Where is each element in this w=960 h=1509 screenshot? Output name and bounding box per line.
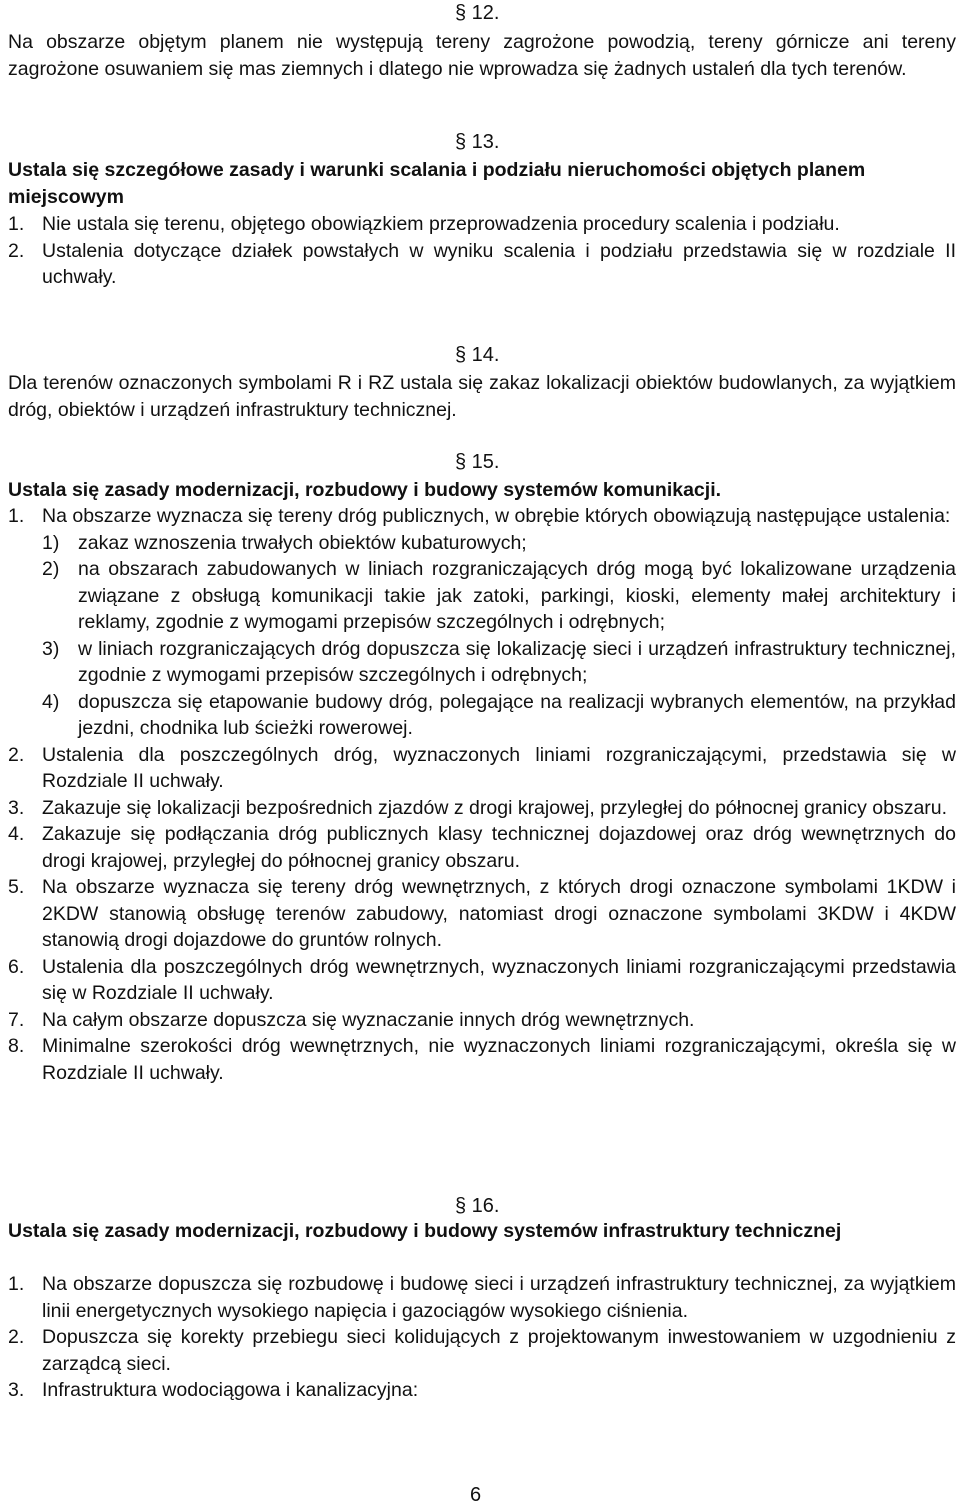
section-16-title: Ustala się zasady modernizacji, rozbudowy i budowy systemów infrastruktury technicznej (8, 1220, 842, 1242)
list-item (8, 1377, 956, 1404)
list-item-number: 2. (8, 743, 25, 766)
sub-list-item-number: 3) (42, 637, 60, 660)
section-12-text: Na obszarze objętym planem nie występują tereny zagrożone powodzią, tereny górnicze ani tereny zagrożone osuwaniem się mas ziemnych i dlatego nie wprowadza się żadnych ustaleń dla tych terenów. (8, 31, 956, 80)
list-item-text: Na całym obszarze dopuszcza się wyznaczanie innych dróg wewnętrznych. (42, 1008, 695, 1031)
list-item-number: 6. (8, 955, 25, 978)
list-item-number: 3. (8, 796, 25, 819)
list-item (8, 1271, 956, 1324)
list-item-number: 2. (8, 1326, 25, 1348)
list-item (8, 795, 956, 822)
list-item (8, 1033, 956, 1086)
section-15-list (8, 503, 956, 1086)
section-14-heading: § 14. (455, 344, 500, 366)
list-item-number: 1. (8, 1273, 25, 1295)
list-item (8, 742, 956, 795)
list-item-text: Na obszarze wyznacza się tereny dróg publicznych, w obrębie których obowiązują następujące ustalenia: (42, 505, 951, 527)
list-item-number: 5. (8, 876, 25, 898)
list-item-number: 2. (8, 239, 25, 262)
list-item (8, 874, 956, 954)
sub-list-item-number: 2) (42, 558, 60, 580)
list-item (8, 503, 956, 530)
sub-list-item-text: dopuszcza się etapowanie budowy dróg, polegające na realizacji wybranych elementów, na przykład jezdni, chodnika lub ścieżki rowerowej. (78, 690, 956, 739)
section-13-list (8, 211, 956, 291)
list-item-text: Infrastruktura wodociągowa i kanalizacyjna: (42, 1379, 419, 1401)
section-14-text: Dla terenów oznaczonych symbolami R i RZ ustala się zakaz lokalizacji obiektów budowlanych, za wyjątkiem dróg, obiektów i urządzeń infrastruktury technicznej. (8, 372, 956, 421)
list-item-text: Dopuszcza się korekty przebiegu sieci kolidujących z projektowanym inwestowaniem w uzgodnieniu z zarządcą sieci. (42, 1326, 956, 1375)
sub-list-item-number: 1) (42, 531, 60, 554)
list-item (8, 954, 956, 1007)
section-13-title: Ustala się szczegółowe zasady i warunki scalania i podziału nieruchomości objętych planem miejscowym (8, 159, 866, 208)
section-13-heading: § 13. (455, 131, 500, 153)
list-item-text: Na obszarze dopuszcza się rozbudowę i budowę sieci i urządzeń infrastruktury technicznej, za wyjątkiem linii energetycznych wysokiego napięcia i gazociągów wysokiego ciśnienia. (42, 1273, 956, 1322)
list-item-text: Nie ustala się terenu, objętego obowiązkiem przeprowadzenia procedury scalenia i podziału. (42, 213, 840, 235)
sub-list-item (8, 636, 956, 689)
section-12-heading: § 12. (455, 2, 500, 24)
list-item-text: Ustalenia dla poszczególnych dróg wewnętrznych, wyznaczonych liniami rozgraniczającymi przedstawia się w Rozdziale II uchwały. (42, 955, 956, 1004)
list-item-text: Minimalne szerokości dróg wewnętrznych, nie wyznaczonych liniami rozgraniczającymi, określa się w Rozdziale II uchwały. (42, 1035, 956, 1084)
list-item (8, 1324, 956, 1377)
list-item (8, 821, 956, 874)
list-item-text: Ustalenia dotyczące działek powstałych w wyniku scalenia i podziału przedstawia się w rozdziale II uchwały. (42, 239, 956, 288)
section-16-list (8, 1271, 956, 1404)
sub-list-item (8, 689, 956, 742)
sub-list-item (8, 556, 956, 636)
list-item-number: 3. (8, 1379, 25, 1401)
list-item-text: Ustalenia dla poszczególnych dróg, wyznaczonych liniami rozgraniczającymi, przedstawia się w Rozdziale II uchwały. (42, 743, 956, 792)
list-item (8, 211, 956, 238)
list-item-text: Zakazuje się podłączania dróg publicznych klasy technicznej dojazdowej oraz dróg wewnętrznych do drogi krajowej, przyległej do północnej granicy obszaru. (42, 823, 956, 872)
sub-list-item-text: na obszarach zabudowanych w liniach rozgraniczających dróg mogą być lokalizowane urządzenia związane z obsługą komunikacji takie jak zatoki, parkingi, kioski, elementy małej architektury i reklamy, zgodnie z wymogami przepisów szczególnych i odrębnych; (78, 558, 956, 633)
section-16-heading: § 16. (455, 1195, 500, 1217)
section-15-heading: § 15. (455, 451, 500, 473)
list-item-text: Zakazuje się lokalizacji bezpośrednich zjazdów z drogi krajowej, przyległej do północnej granicy obszaru. (42, 796, 948, 819)
sub-list-item-text: zakaz wznoszenia trwałych obiektów kubaturowych; (78, 531, 527, 554)
list-item-text: Na obszarze wyznacza się tereny dróg wewnętrznych, z których drogi oznaczone symbolami 1KDW i 2KDW stanowią obsługę terenów zabudowy, natomiast drogi oznaczone symbolami 3KDW i 4KDW stanowią drogi dojazdowe do gruntów rolnych. (42, 876, 956, 951)
page-number: 6 (470, 1484, 482, 1506)
list-item-number: 8. (8, 1035, 25, 1057)
sub-list-item-text: w liniach rozgraniczających dróg dopuszcza się lokalizację sieci i urządzeń infrastruktury technicznej, zgodnie z wymogami przepisów szczególnych i odrębnych; (78, 637, 956, 686)
list-item-number: 7. (8, 1008, 25, 1031)
sub-list-item-number: 4) (42, 690, 60, 713)
section-15-title: Ustala się zasady modernizacji, rozbudowy i budowy systemów komunikacji. (8, 479, 722, 501)
list-item (8, 238, 956, 291)
list-item-number: 4. (8, 823, 25, 845)
list-item-number: 1. (8, 505, 25, 527)
list-item-number: 1. (8, 213, 25, 235)
list-item (8, 1007, 956, 1034)
sub-list-item (8, 530, 956, 557)
